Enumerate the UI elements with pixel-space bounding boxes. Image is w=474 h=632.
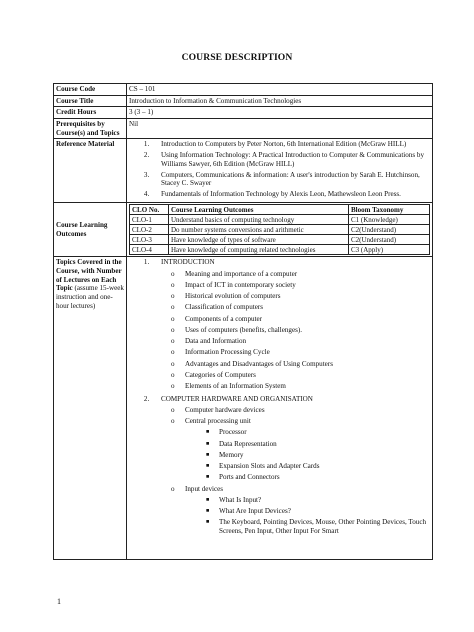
clo-label: Course Learning Outcomes [54, 203, 127, 257]
topic-section-title: COMPUTER HARDWARE AND ORGANISATION [161, 394, 313, 403]
credit-hours-value: 3 (3 – 1) [127, 107, 433, 119]
reference-item: 3. Computers, Communications & information: A user's introduction by Sarah E. Hutchinson, Stacey C. Swayer [151, 171, 430, 188]
page-title: COURSE DESCRIPTION [181, 52, 293, 63]
clo-row [130, 235, 430, 245]
clo-table [129, 204, 430, 255]
course-title-label: Course Title [54, 95, 127, 107]
reference-item: 2. Using Information Technology: A Practical Introduction to Computer & Communications by Williams Sawyer, 6th Edition (McGraw HILL) [151, 151, 430, 168]
topic-section [151, 395, 430, 536]
topic-item: o Uses of computers (benefits, challenges). [171, 325, 303, 334]
topic-subitem: ■ Expansion Slots and Adapter Cards [206, 462, 320, 471]
row-reference-material [54, 139, 433, 203]
prerequisites-label: Prerequisites by Course(s) and Topics [54, 118, 127, 138]
page-number: 1 [57, 597, 61, 606]
row-prerequisites [54, 118, 433, 138]
clo-header-no: CLO No. [130, 205, 169, 215]
topic-subitem: ■ Ports and Connectors [206, 473, 280, 482]
topic-subitem: ■ What Are Input Devices? [206, 507, 291, 516]
topics-label-note: (assume 15-week instruction and one-hour lectures) [56, 284, 124, 310]
topic-sublist [161, 406, 430, 536]
topics-label-bold: Topics Covered in the Course, with Number of Lectures on Each Topic [56, 258, 122, 293]
course-code-label: Course Code [54, 84, 127, 96]
clo-header-outcome: Course Learning Outcomes [169, 205, 349, 215]
clo-no: CLO-1 [130, 215, 169, 225]
clo-header-bloom: Bloom Taxonomy [349, 205, 430, 215]
reference-item: 1. Introduction to Computers by Peter Norton, 6th International Edition (McGraw HILL) [151, 140, 430, 149]
clo-bloom: C2(Understand) [349, 235, 430, 245]
topic-subitem: ■ Memory [206, 450, 244, 459]
clo-bloom: C3 (Apply) [349, 245, 430, 255]
clo-bloom: C2(Understand) [349, 225, 430, 235]
reference-list [129, 140, 430, 199]
clo-no: CLO-3 [130, 235, 169, 245]
row-course-code [54, 84, 433, 96]
topic-item: o Meaning and importance of a computer [171, 269, 298, 278]
topics-list [129, 258, 430, 535]
topic-item: o Components of a computer [171, 314, 263, 323]
topic-subsublist [185, 428, 430, 482]
topic-item: o Computer hardware devices [171, 405, 265, 414]
topics-label [54, 257, 127, 560]
topic-item: o Impact of ICT in contemporary society [171, 280, 296, 289]
topic-item: o Categories of Computers [171, 370, 256, 379]
course-description-table [53, 83, 433, 560]
topic-subitem: ■ Data Representation [206, 439, 277, 448]
row-topics [54, 257, 433, 560]
reference-item: 4. Fundamentals of Information Technology by Alexis Leon, Mathewsleon Leon Press. [151, 190, 430, 199]
topic-item: o Information Processing Cycle [171, 348, 270, 357]
topic-item: o Central processing unit ■ Processor ■ Data Representation ■ Memory ■ Expansion Slots and Adapter Cards ■ Ports and Connectors [185, 417, 430, 482]
topic-item: o Data and Information [171, 337, 247, 346]
clo-outcome: Do number systems conversions and arithmetic [169, 225, 349, 235]
topics-content [129, 258, 430, 558]
clo-outcome: Have knowledge of types of software [169, 235, 349, 245]
clo-outcome: Have knowledge of computing related technologies [169, 245, 349, 255]
topic-item: o Input devices ■ What Is Input? ■ What Are Input Devices? ■ The Keyboard, Pointing Devices, Mouse, Other Pointing Devices, Touch Screens, Pen Input, Other Input For Smart [185, 485, 430, 536]
topic-item: o Classification of computers [171, 303, 264, 312]
row-course-title [54, 95, 433, 107]
prerequisites-value: Nil [127, 118, 433, 138]
clo-outcome: Understand basics of computing technology [169, 215, 349, 225]
course-code-value: CS – 101 [127, 84, 433, 96]
topic-section [151, 258, 430, 390]
topic-item: o Historical evolution of computers [171, 292, 281, 301]
topic-subsublist [185, 496, 430, 536]
clo-no: CLO-4 [130, 245, 169, 255]
credit-hours-label: Credit Hours [54, 107, 127, 119]
clo-bloom: C1 (Knowledge) [349, 215, 430, 225]
reference-material-label: Reference Material [54, 139, 127, 203]
row-credit-hours [54, 107, 433, 119]
topic-section-title: INTRODUCTION [161, 258, 215, 267]
topic-subitem: ■ What Is Input? [206, 495, 262, 504]
row-clo [54, 203, 433, 257]
clo-row [130, 225, 430, 235]
topic-subitem: ■ Processor [206, 428, 247, 437]
topic-item: o Advantages and Disadvantages of Using Computers [171, 359, 333, 368]
topic-sublist [161, 270, 430, 391]
course-title-value: Introduction to Information & Communication Technologies [127, 95, 433, 107]
topic-subitem: ■ The Keyboard, Pointing Devices, Mouse, Other Pointing Devices, Touch Screens, Pen Input, Other Input For Smart [206, 518, 427, 535]
topic-item: o Elements of an Information System [171, 382, 286, 391]
clo-no: CLO-2 [130, 225, 169, 235]
clo-row [130, 245, 430, 255]
clo-row [130, 215, 430, 225]
